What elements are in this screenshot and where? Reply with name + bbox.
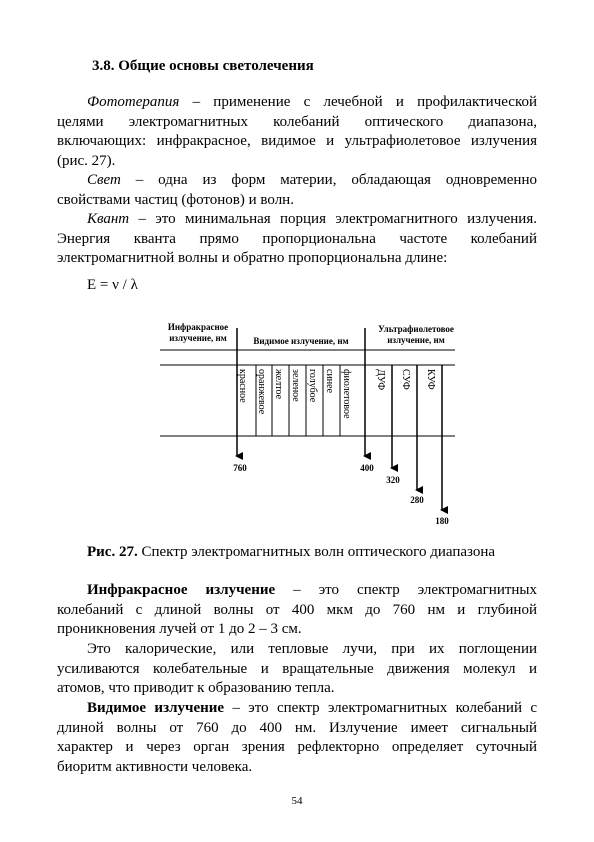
line: колебаний с длиной волны от 400 мкм до 760 нм и глубиной — [57, 601, 537, 618]
band-suf: СУФ — [400, 369, 411, 390]
figure-caption — [87, 544, 495, 561]
line: – одна из форм материи, обладающая одновременно — [120, 172, 537, 188]
band-kuf: КУФ — [425, 369, 436, 390]
page-number: 54 — [291, 795, 303, 807]
line: атомов, что приводит к образованию тепла. — [57, 680, 335, 696]
line: биоритм активности человека. — [57, 758, 253, 775]
uv-label-line1: Ультрафиолетовое — [378, 324, 454, 334]
line: проникновения лучей от 1 до 2 – 3 см. — [57, 621, 302, 637]
band-green: зеленое — [290, 369, 301, 402]
term-phototherapy: Фототерапия — [87, 94, 180, 110]
band-red: красное — [237, 369, 248, 403]
line: Энергия кванта прямо пропорциональна частоте колебаний — [57, 230, 537, 247]
visible-label: Видимое излучение, нм — [253, 336, 349, 346]
line: характер и через орган зрения рефлекторно определяет суточный — [57, 739, 537, 755]
spectrum-diagram — [150, 318, 470, 528]
paragraph-caloric — [57, 640, 537, 699]
line: – это спектр электромагнитных колебаний с — [224, 700, 538, 716]
tick-280: 280 — [410, 495, 424, 505]
section-heading: 3.8. Общие основы светолечения — [92, 58, 314, 74]
line: усиливаются колебательные и вращательные движения молекул и — [57, 660, 537, 677]
tick-180: 180 — [435, 516, 449, 526]
line: свойствами частиц (фотонов) и волн. — [57, 191, 294, 208]
term-light: Свет — [87, 172, 121, 188]
paragraph-infrared — [57, 581, 537, 640]
line: – это спектр электромагнитных — [275, 582, 538, 598]
paragraph-quantum — [57, 210, 537, 269]
line: – применение с лечебной и профилактической — [179, 94, 537, 110]
line: Это калорические, или тепловые лучи, при их поглощении — [87, 641, 537, 657]
paragraph-visible — [57, 699, 537, 777]
uv-label-line2: излучение, нм — [387, 335, 445, 345]
tick-400: 400 — [360, 463, 374, 473]
line: (рис. 27). — [57, 152, 116, 169]
line: включающих: инфракрасное, видимое и ультрафиолетовое излучения — [57, 133, 537, 149]
band-yellow: желтое — [273, 369, 284, 400]
band-orange: оранжевое — [256, 369, 267, 415]
line: – это минимальная порция электромагнитного излучения. — [129, 211, 537, 227]
caption-text: Спектр электромагнитных волн оптического диапазона — [137, 544, 496, 560]
tick-760: 760 — [233, 463, 247, 473]
term-infrared: Инфракрасное излучение — [87, 582, 276, 598]
line: целями электромагнитных колебаний оптического диапазона, — [57, 113, 537, 130]
ir-label-line1: Инфракрасное — [167, 322, 229, 332]
energy-formula: E = ν / λ — [87, 277, 138, 293]
term-quantum: Квант — [87, 211, 130, 227]
paragraph-light — [57, 171, 537, 210]
band-duf: ДУФ — [375, 369, 386, 391]
tick-320: 320 — [386, 475, 400, 485]
line: длиной волны от 760 до 400 нм. Излучение имеет сигнальный — [57, 719, 537, 736]
band-blue: синее — [324, 369, 335, 394]
band-violet: фиолетовое — [341, 369, 352, 419]
paragraph-phototherapy — [57, 93, 537, 171]
line: электромагнитной волны и обратно пропорциональна длине: — [57, 250, 448, 266]
caption-label: Рис. 27. — [87, 544, 138, 560]
term-visible: Видимое излучение — [87, 700, 225, 716]
ir-label-line2: излучение, нм — [169, 333, 227, 343]
band-light-blue: голубое — [307, 369, 318, 403]
